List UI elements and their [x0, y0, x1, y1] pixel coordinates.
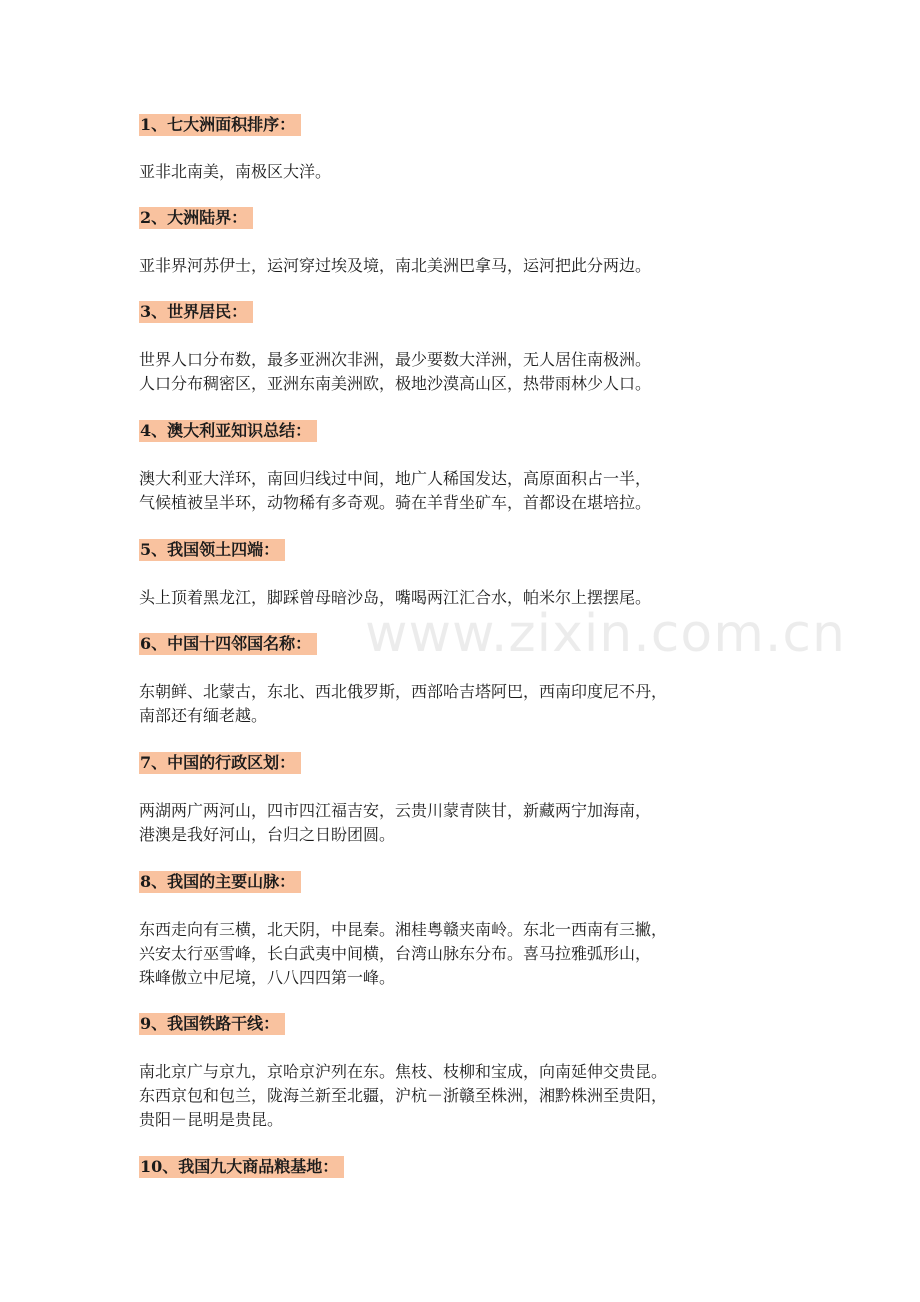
- body-line: 两湖两广两河山，四市四江福吉安，云贵川蒙青陕甘，新藏两宁加海南，: [139, 801, 652, 820]
- section-heading-9: 9、我国铁路干线：: [139, 1013, 285, 1035]
- section-body-9: [139, 1060, 809, 1132]
- section-body-2: [139, 254, 809, 278]
- section-heading-3: 3、世界居民：: [139, 301, 253, 323]
- body-line: 东西京包和包兰，陇海兰新至北疆，沪杭－浙赣至株洲，湘黔株洲至贵阳，: [139, 1086, 668, 1105]
- section-heading-8: 8、我国的主要山脉：: [139, 871, 301, 893]
- body-line: 南北京广与京九，京哈京沪列在东。焦枝、枝柳和宝成，向南延伸交贵昆。: [139, 1062, 668, 1081]
- body-line: 兴安太行巫雪峰，长白武夷中间横，台湾山脉东分布。喜马拉雅弧形山，: [139, 944, 652, 963]
- section-heading-4: 4、澳大利亚知识总结：: [139, 420, 317, 442]
- section-body-8: [139, 918, 809, 990]
- section-heading-6: 6、中国十四邻国名称：: [139, 633, 317, 655]
- section-heading-2: 2、大洲陆界：: [139, 207, 253, 229]
- section-body-1: [139, 160, 809, 184]
- section-heading-5: 5、我国领土四端：: [139, 539, 285, 561]
- body-line: 亚非北南美，南极区大洋。: [139, 162, 332, 181]
- section-body-6: [139, 680, 809, 728]
- section-body-3: [139, 348, 809, 396]
- body-line: 人口分布稠密区，亚洲东南美洲欧，极地沙漠高山区，热带雨林少人口。: [139, 374, 652, 393]
- body-line: 气候植被呈半环，动物稀有多奇观。骑在羊背坐矿车，首都设在堪培拉。: [139, 493, 652, 512]
- body-line: 贵阳－昆明是贵昆。: [139, 1110, 284, 1129]
- section-body-7: [139, 799, 809, 847]
- body-line: 亚非界河苏伊士，运河穿过埃及境，南北美洲巴拿马，运河把此分两边。: [139, 256, 652, 275]
- section-heading-7: 7、中国的行政区划：: [139, 752, 301, 774]
- body-line: 珠峰傲立中尼境，八八四四第一峰。: [139, 968, 396, 987]
- body-line: 港澳是我好河山，台归之日盼团圆。: [139, 825, 396, 844]
- body-line: 东朝鲜、北蒙古，东北、西北俄罗斯，西部哈吉塔阿巴，西南印度尼不丹，: [139, 682, 668, 701]
- section-body-4: [139, 467, 809, 515]
- section-heading-1: 1、七大洲面积排序：: [139, 114, 301, 136]
- body-line: 澳大利亚大洋环，南回归线过中间，地广人稀国发达，高原面积占一半，: [139, 469, 652, 488]
- body-line: 头上顶着黑龙江，脚踩曾母暗沙岛，嘴喝两江汇合水，帕米尔上摆摆尾。: [139, 588, 652, 607]
- body-line: 世界人口分布数，最多亚洲次非洲，最少要数大洋洲，无人居住南极洲。: [139, 350, 652, 369]
- body-line: 南部还有缅老越。: [139, 706, 268, 725]
- watermark: www.zixin.com.cn: [365, 604, 846, 664]
- section-heading-10: 10、我国九大商品粮基地：: [139, 1156, 344, 1178]
- section-body-5: [139, 586, 809, 610]
- body-line: 东西走向有三横，北天阴，中昆秦。湘桂粤赣夹南岭。东北一西南有三撇，: [139, 920, 668, 939]
